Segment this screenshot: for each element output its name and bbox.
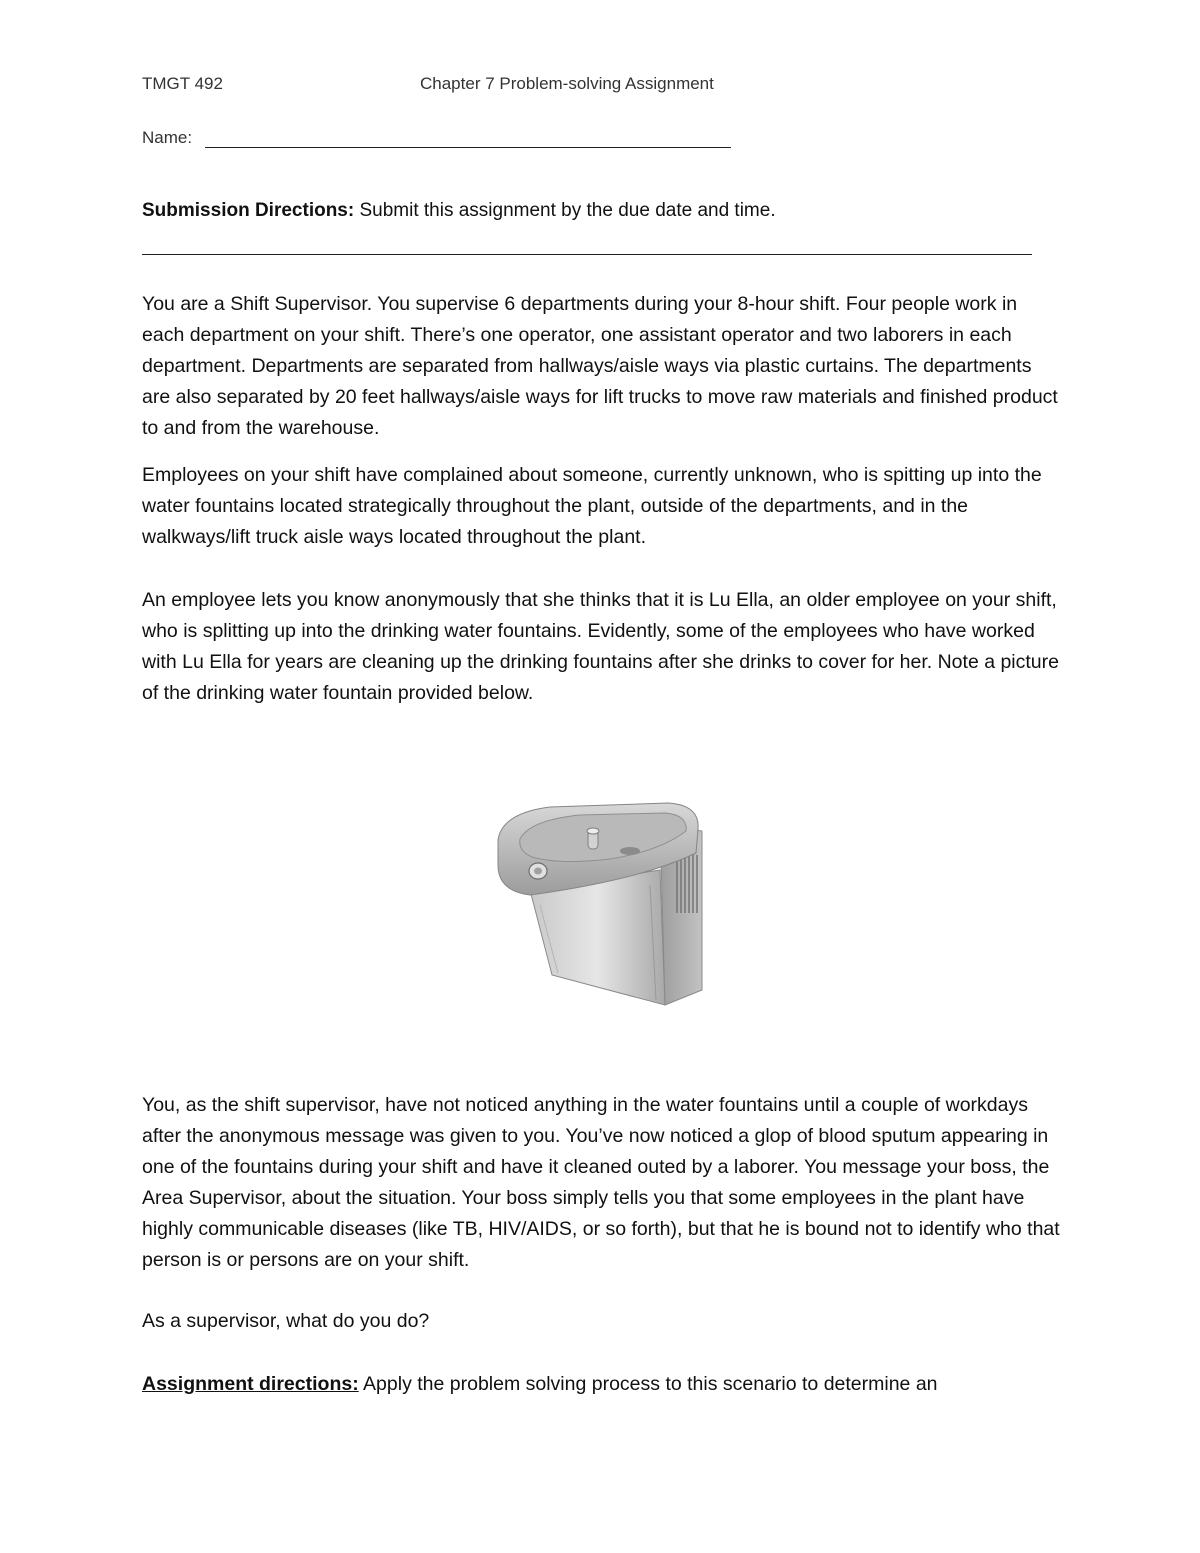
question-paragraph: As a supervisor, what do you do? (142, 1310, 430, 1332)
scenario-paragraph-2: Employees on your shift have complained about someone, currently unknown, who is spitting up into the water fountains located strategically throughout the plant, outside of the departments, and in the walkways/lift truck aisle ways located throughout the plant. (142, 464, 1042, 548)
assignment-text: Apply the problem solving process to this scenario to determine an (358, 1373, 938, 1395)
water-fountain-icon (490, 795, 710, 1015)
divider-line (142, 254, 1032, 255)
scenario-paragraph-3: An employee lets you know anonymously that she thinks that it is Lu Ella, an older employee on your shift, who is splitting up into the drinking water fountains. Evidently, some of the employees who have worked with Lu Ella for years are cleaning up the drinking fountains after she drinks to cover for her. Note a picture of the drinking water fountain provided below. (142, 589, 1059, 704)
assignment-title: Chapter 7 Problem-solving Assignment (420, 74, 714, 93)
submission-label: Submission Directions: (142, 200, 355, 221)
name-blank-line (205, 147, 731, 148)
assignment-label: Assignment directions: (142, 1373, 359, 1395)
assignment-directions (142, 1369, 1062, 1400)
name-row (142, 128, 192, 148)
scenario-paragraph-4: You, as the shift supervisor, have not noticed anything in the water fountains until a couple of workdays after the anonymous message was given to you. You’ve now noticed a glop of blood sputum appearing in one of the fountains during your shift and have it cleaned outed by a laborer. You message your boss, the Area Supervisor, about the situation. Your boss simply tells you that some employees in the plant have highly communicable diseases (like TB, HIV/AIDS, or so forth), but that he is bound not to identify who that person is or persons are on your shift. (142, 1094, 1060, 1271)
submission-directions (142, 200, 776, 222)
submission-text: Submit this assignment by the due date and time. (354, 200, 776, 221)
course-code: TMGT 492 (142, 74, 223, 93)
scenario-paragraph-1: You are a Shift Supervisor. You supervise 6 departments during your 8-hour shift. Four people work in each department on your shift. There’s one operator, one assistant operator and two laborers in each department. Departments are separated from hallways/aisle ways via plastic curtains. The departments are also separated by 20 feet hallways/aisle ways for lift trucks to move raw materials and finished product to and from the warehouse. (142, 293, 1058, 439)
name-label: Name: (142, 128, 193, 147)
